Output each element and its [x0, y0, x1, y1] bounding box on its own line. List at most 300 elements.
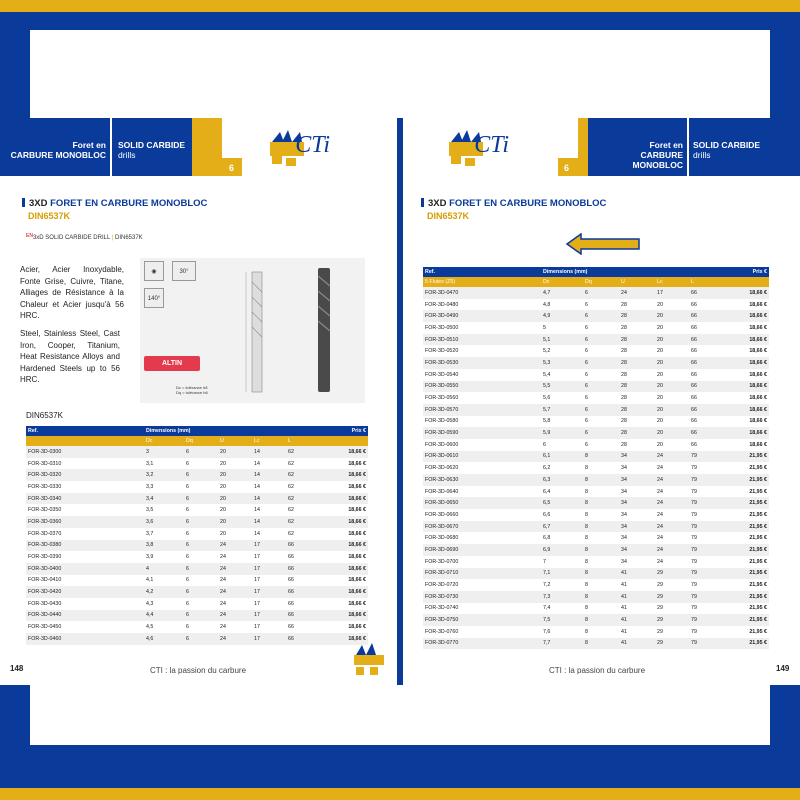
table-row: [423, 544, 769, 556]
ref-cell: FOR-3D-0400: [26, 563, 144, 575]
dimension-cell: 8: [583, 579, 619, 591]
dimension-cell: 28: [619, 427, 655, 439]
subheader-l: L: [286, 436, 322, 446]
dimension-cell: 28: [619, 357, 655, 369]
price-cell: 18,66 €: [322, 563, 368, 575]
dimension-cell: 6: [583, 404, 619, 416]
dimension-cell: 17: [252, 610, 286, 622]
dimension-cell: 66: [286, 621, 322, 633]
dimension-cell: 20: [218, 458, 252, 470]
dimension-cell: 62: [286, 516, 322, 528]
table-row: [26, 551, 368, 563]
dimension-cell: 8: [583, 568, 619, 580]
subheader-u: U: [218, 436, 252, 446]
table-row: [423, 439, 769, 451]
dimension-cell: 79: [689, 486, 723, 498]
dimension-cell: 20: [218, 516, 252, 528]
bottom-gold-band: [0, 788, 800, 800]
price-cell: 21,95 €: [723, 614, 769, 626]
dimension-cell: 20: [655, 381, 689, 393]
dimension-cell: 6: [583, 345, 619, 357]
price-cell: 21,95 €: [723, 626, 769, 638]
dimension-cell: 79: [689, 579, 723, 591]
table-row: [423, 322, 769, 334]
dimension-cell: 24: [655, 532, 689, 544]
ref-cell: FOR-3D-0320: [26, 469, 144, 481]
table-row: [423, 392, 769, 404]
dimension-cell: 66: [689, 310, 723, 322]
table-row: [26, 598, 368, 610]
dimension-cell: 66: [689, 392, 723, 404]
dimension-cell: 8: [583, 451, 619, 463]
col-header-ref: Ref.: [26, 426, 144, 436]
table-row: [423, 357, 769, 369]
header-en-line2: drills: [118, 150, 136, 160]
dimension-cell: 66: [689, 427, 723, 439]
dimension-cell: 14: [252, 493, 286, 505]
dimension-cell: 24: [218, 586, 252, 598]
dimension-cell: 79: [689, 509, 723, 521]
dimension-cell: 24: [218, 551, 252, 563]
header-en-line2: drills: [693, 150, 711, 160]
chapter-number: 6: [229, 163, 235, 173]
col-header-dimensions: Dimensions (mm): [144, 426, 322, 436]
col-header-price: Prix €: [723, 267, 769, 277]
ref-cell: FOR-3D-0540: [423, 369, 541, 381]
dimension-cell: 8: [583, 521, 619, 533]
ref-cell: FOR-3D-0470: [423, 287, 541, 299]
dimension-cell: 66: [689, 299, 723, 311]
dimension-cell: 66: [689, 287, 723, 299]
table-row: [423, 404, 769, 416]
product-image-area: [140, 258, 365, 403]
dimension-cell: 20: [655, 392, 689, 404]
ref-cell: FOR-3D-0700: [423, 556, 541, 568]
dimension-cell: 66: [286, 540, 322, 552]
price-cell: 18,66 €: [322, 446, 368, 458]
dimension-cell: 4,9: [541, 310, 583, 322]
dimension-cell: 8: [583, 626, 619, 638]
dimension-cell: 6: [184, 469, 218, 481]
dimension-cell: 24: [655, 556, 689, 568]
dimension-cell: 5,1: [541, 334, 583, 346]
dimension-cell: 6: [184, 528, 218, 540]
table-row: [423, 509, 769, 521]
dimension-cell: 6: [583, 439, 619, 451]
dimension-cell: 4,6: [144, 633, 184, 645]
dimension-cell: 3,8: [144, 540, 184, 552]
dimension-cell: 4,8: [541, 299, 583, 311]
dimension-cell: 3,1: [144, 458, 184, 470]
dimension-cell: 28: [619, 381, 655, 393]
ref-cell: FOR-3D-0690: [423, 544, 541, 556]
left-price-table: [26, 426, 368, 645]
dimension-cell: 24: [655, 462, 689, 474]
dimension-cell: 3,6: [144, 516, 184, 528]
dimension-cell: 6: [184, 446, 218, 458]
price-cell: 18,66 €: [322, 551, 368, 563]
table-label: DIN6537K: [26, 411, 63, 420]
header-fr-line1: Foret en: [649, 140, 683, 150]
dimension-cell: 17: [252, 575, 286, 587]
table-row: [26, 540, 368, 552]
ref-cell: FOR-3D-0500: [423, 322, 541, 334]
dimension-cell: 28: [619, 439, 655, 451]
subheader-dc: Dc: [144, 436, 184, 446]
price-cell: 18,66 €: [723, 381, 769, 393]
price-cell: 18,66 €: [723, 404, 769, 416]
table-row: [26, 446, 368, 458]
ref-cell: FOR-3D-0770: [423, 638, 541, 650]
coating-badge: ALTIN: [144, 356, 200, 371]
dimension-cell: 6,7: [541, 521, 583, 533]
dimension-cell: 66: [689, 404, 723, 416]
top-gold-band: [0, 0, 800, 12]
ref-cell: FOR-3D-0640: [423, 486, 541, 498]
dimension-cell: 34: [619, 486, 655, 498]
dimension-cell: 3,3: [144, 481, 184, 493]
dimension-cell: 14: [252, 458, 286, 470]
dimension-cell: 62: [286, 481, 322, 493]
price-cell: 18,66 €: [322, 481, 368, 493]
dimension-cell: 41: [619, 568, 655, 580]
dimension-cell: 7,4: [541, 603, 583, 615]
price-cell: 21,95 €: [723, 474, 769, 486]
footer-text: CTI : la passion du carbure: [549, 666, 646, 675]
ref-cell: FOR-3D-0620: [423, 462, 541, 474]
point-angle-icon: 140°: [144, 288, 164, 308]
dimension-cell: 28: [619, 369, 655, 381]
dimension-cell: 24: [218, 575, 252, 587]
dimension-cell: 79: [689, 638, 723, 650]
ref-cell: FOR-3D-0600: [423, 439, 541, 451]
ref-cell: FOR-3D-0460: [26, 633, 144, 645]
ref-cell: FOR-3D-0590: [423, 427, 541, 439]
col-header-ref: Ref.: [423, 267, 541, 277]
ref-cell: FOR-3D-0350: [26, 504, 144, 516]
tolerance-dc: Dc = tolérance h8: [176, 385, 208, 390]
ref-cell: FOR-3D-0360: [26, 516, 144, 528]
ref-cell: FOR-3D-0710: [423, 568, 541, 580]
table-row: [26, 504, 368, 516]
dimension-cell: 20: [655, 416, 689, 428]
subheader-flutes: 5 Flutes (Z5): [423, 277, 541, 287]
table-row: [423, 579, 769, 591]
dimension-cell: 20: [218, 528, 252, 540]
table-row: [26, 493, 368, 505]
left-page-header: [0, 118, 397, 176]
dimension-cell: 7,1: [541, 568, 583, 580]
dimension-cell: 20: [655, 345, 689, 357]
dimension-cell: 8: [583, 462, 619, 474]
dimension-cell: 24: [218, 610, 252, 622]
ref-cell: FOR-3D-0610: [423, 451, 541, 463]
dimension-cell: 8: [583, 556, 619, 568]
dimension-cell: 17: [252, 551, 286, 563]
dimension-cell: 6: [583, 310, 619, 322]
price-cell: 18,66 €: [322, 586, 368, 598]
header-fr-line1: Foret en: [72, 140, 106, 150]
ref-cell: FOR-3D-0440: [26, 610, 144, 622]
dimension-cell: 34: [619, 474, 655, 486]
table-row: [26, 528, 368, 540]
subheader-dq: Dq: [583, 277, 619, 287]
ref-cell: FOR-3D-0310: [26, 458, 144, 470]
table-row: [423, 614, 769, 626]
dimension-cell: 41: [619, 591, 655, 603]
dimension-cell: 3,5: [144, 504, 184, 516]
drill-tip-icon: ◉: [144, 261, 164, 281]
english-designation: $^{EN}$3xD SOLID CARBIDE DRILL | DIN6537K: [26, 233, 143, 241]
dimension-cell: 6: [184, 458, 218, 470]
dimension-cell: 29: [655, 568, 689, 580]
dimension-cell: 7: [541, 556, 583, 568]
table-row: [423, 451, 769, 463]
dimension-cell: 14: [252, 481, 286, 493]
dimension-cell: 8: [583, 638, 619, 650]
dimension-cell: 41: [619, 638, 655, 650]
dimension-cell: 20: [655, 334, 689, 346]
table-row: [423, 556, 769, 568]
dimension-cell: 29: [655, 591, 689, 603]
price-cell: 18,66 €: [322, 621, 368, 633]
dimension-cell: 17: [252, 621, 286, 633]
price-cell: 18,66 €: [322, 633, 368, 645]
cti-logo: [447, 128, 511, 170]
dimension-cell: 62: [286, 493, 322, 505]
price-cell: 21,95 €: [723, 579, 769, 591]
dimension-cell: 6,4: [541, 486, 583, 498]
dimension-cell: 28: [619, 334, 655, 346]
subheader-u: U: [619, 277, 655, 287]
price-cell: 21,95 €: [723, 603, 769, 615]
price-cell: 18,66 €: [723, 357, 769, 369]
dimension-cell: 20: [655, 357, 689, 369]
table-row: [423, 474, 769, 486]
dimension-cell: 24: [655, 451, 689, 463]
table-row: [423, 497, 769, 509]
page-number: 149: [776, 664, 790, 673]
table-row: [26, 563, 368, 575]
dimension-cell: 62: [286, 446, 322, 458]
header-fr-line2: CARBURE MONOBLOC: [632, 150, 683, 170]
table-row: [423, 603, 769, 615]
dimension-cell: 6: [184, 633, 218, 645]
dimension-cell: 8: [583, 532, 619, 544]
ref-cell: FOR-3D-0750: [423, 614, 541, 626]
dimension-cell: 17: [252, 633, 286, 645]
dimension-cell: 6: [184, 610, 218, 622]
price-cell: 21,95 €: [723, 521, 769, 533]
dimension-cell: 20: [655, 427, 689, 439]
ref-cell: FOR-3D-0680: [423, 532, 541, 544]
dimension-cell: 20: [218, 446, 252, 458]
price-cell: 18,66 €: [723, 299, 769, 311]
dimension-cell: 29: [655, 579, 689, 591]
dimension-cell: 6: [184, 493, 218, 505]
price-cell: 18,66 €: [322, 516, 368, 528]
subheader-lc: Lc: [252, 436, 286, 446]
footer-logo-icon: [350, 643, 390, 679]
dimension-cell: 20: [218, 481, 252, 493]
price-cell: 21,95 €: [723, 451, 769, 463]
ref-cell: FOR-3D-0550: [423, 381, 541, 393]
dimension-cell: 6: [184, 481, 218, 493]
dimension-cell: 28: [619, 310, 655, 322]
dimension-cell: 17: [655, 287, 689, 299]
price-cell: 18,66 €: [723, 310, 769, 322]
dimension-cell: 28: [619, 345, 655, 357]
ref-cell: FOR-3D-0420: [26, 586, 144, 598]
dimension-cell: 5,7: [541, 404, 583, 416]
right-price-table: [423, 267, 769, 649]
dimension-cell: 6: [583, 322, 619, 334]
price-cell: 18,66 €: [322, 598, 368, 610]
dimension-cell: 4: [144, 563, 184, 575]
dimension-cell: 3: [144, 446, 184, 458]
table-row: [423, 638, 769, 650]
header-fr-line2: CARBURE MONOBLOC: [10, 150, 106, 160]
dimension-cell: 79: [689, 603, 723, 615]
dimension-cell: 3,7: [144, 528, 184, 540]
price-cell: 18,66 €: [322, 540, 368, 552]
dimension-cell: 5,5: [541, 381, 583, 393]
dimension-cell: 34: [619, 462, 655, 474]
dimension-cell: 66: [689, 381, 723, 393]
dimension-cell: 29: [655, 626, 689, 638]
dimension-cell: 29: [655, 603, 689, 615]
dimension-cell: 20: [655, 404, 689, 416]
dimension-cell: 24: [218, 621, 252, 633]
dimension-cell: 66: [689, 334, 723, 346]
ref-cell: FOR-3D-0340: [26, 493, 144, 505]
dimension-cell: 34: [619, 532, 655, 544]
right-page: [403, 118, 800, 685]
table-row: [423, 591, 769, 603]
dimension-cell: 66: [689, 322, 723, 334]
dimension-cell: 29: [655, 638, 689, 650]
footer-text: CTI : la passion du carbure: [150, 666, 247, 675]
dimension-cell: 28: [619, 404, 655, 416]
table-row: [26, 575, 368, 587]
price-cell: 18,66 €: [723, 322, 769, 334]
table-row: [423, 369, 769, 381]
price-cell: 18,66 €: [723, 369, 769, 381]
ref-cell: FOR-3D-0300: [26, 446, 144, 458]
dimension-cell: 79: [689, 591, 723, 603]
dimension-cell: 6: [583, 369, 619, 381]
price-cell: 21,95 €: [723, 568, 769, 580]
dimension-cell: 6,6: [541, 509, 583, 521]
dimension-cell: 6: [184, 586, 218, 598]
dimension-cell: 14: [252, 516, 286, 528]
dimension-cell: 4,5: [144, 621, 184, 633]
dimension-cell: 8: [583, 486, 619, 498]
dimension-cell: 79: [689, 556, 723, 568]
table-row: [423, 381, 769, 393]
dimension-cell: 6: [184, 563, 218, 575]
dimension-cell: 6: [541, 439, 583, 451]
ref-cell: FOR-3D-0390: [26, 551, 144, 563]
dimension-cell: 3,2: [144, 469, 184, 481]
dimension-cell: 6: [184, 621, 218, 633]
col-header-dimensions: Dimensions (mm): [541, 267, 723, 277]
dimension-cell: 66: [286, 586, 322, 598]
dimension-cell: 79: [689, 451, 723, 463]
price-cell: 18,66 €: [723, 427, 769, 439]
price-cell: 18,66 €: [322, 493, 368, 505]
dimension-cell: 62: [286, 458, 322, 470]
table-row: [423, 345, 769, 357]
dimension-cell: 24: [655, 521, 689, 533]
dimension-cell: 34: [619, 521, 655, 533]
ref-cell: FOR-3D-0510: [423, 334, 541, 346]
dimension-cell: 66: [286, 598, 322, 610]
dimension-cell: 20: [655, 439, 689, 451]
dimension-cell: 20: [218, 504, 252, 516]
dimension-cell: 6: [583, 416, 619, 428]
table-row: [423, 427, 769, 439]
tolerance-dq: Dq = tolérance h6: [176, 390, 208, 395]
dimension-cell: 24: [655, 544, 689, 556]
ref-cell: FOR-3D-0410: [26, 575, 144, 587]
dimension-cell: 34: [619, 451, 655, 463]
dimension-cell: 8: [583, 509, 619, 521]
price-cell: 18,66 €: [322, 504, 368, 516]
drill-photo-icon: [310, 266, 340, 396]
dimension-cell: 5,2: [541, 345, 583, 357]
price-cell: 21,95 €: [723, 591, 769, 603]
price-cell: 21,95 €: [723, 544, 769, 556]
dimension-cell: 14: [252, 504, 286, 516]
dimension-cell: 8: [583, 603, 619, 615]
price-cell: 21,95 €: [723, 638, 769, 650]
table-row: [423, 287, 769, 299]
dimension-cell: 17: [252, 563, 286, 575]
table-row: [423, 310, 769, 322]
price-cell: 18,66 €: [322, 575, 368, 587]
dimension-cell: 8: [583, 497, 619, 509]
section-title: 3XD FORET EN CARBURE MONOBLOC: [421, 198, 606, 209]
header-en-line1: SOLID CARBIDE: [693, 140, 761, 150]
dimension-cell: 5: [541, 322, 583, 334]
dimension-cell: 66: [689, 416, 723, 428]
section-subtitle: DIN6537K: [427, 211, 470, 221]
table-row: [423, 299, 769, 311]
dimension-cell: 24: [218, 633, 252, 645]
ref-cell: FOR-3D-0480: [423, 299, 541, 311]
dimension-cell: 6: [184, 540, 218, 552]
dimension-cell: 24: [218, 598, 252, 610]
ref-cell: FOR-3D-0490: [423, 310, 541, 322]
dimension-cell: 8: [583, 474, 619, 486]
dimension-cell: 41: [619, 614, 655, 626]
dimension-cell: 28: [619, 322, 655, 334]
subheader-dq: Dq: [184, 436, 218, 446]
dimension-cell: 6,1: [541, 451, 583, 463]
dimension-cell: 6: [583, 392, 619, 404]
table-row: [26, 469, 368, 481]
table-row: [26, 633, 368, 645]
dimension-cell: 4,1: [144, 575, 184, 587]
dimension-cell: 6,5: [541, 497, 583, 509]
dimension-cell: 17: [252, 540, 286, 552]
ref-cell: FOR-3D-0630: [423, 474, 541, 486]
ref-cell: FOR-3D-0520: [423, 345, 541, 357]
ref-cell: FOR-3D-0570: [423, 404, 541, 416]
price-cell: 21,95 €: [723, 486, 769, 498]
col-header-price: Prix €: [322, 426, 368, 436]
